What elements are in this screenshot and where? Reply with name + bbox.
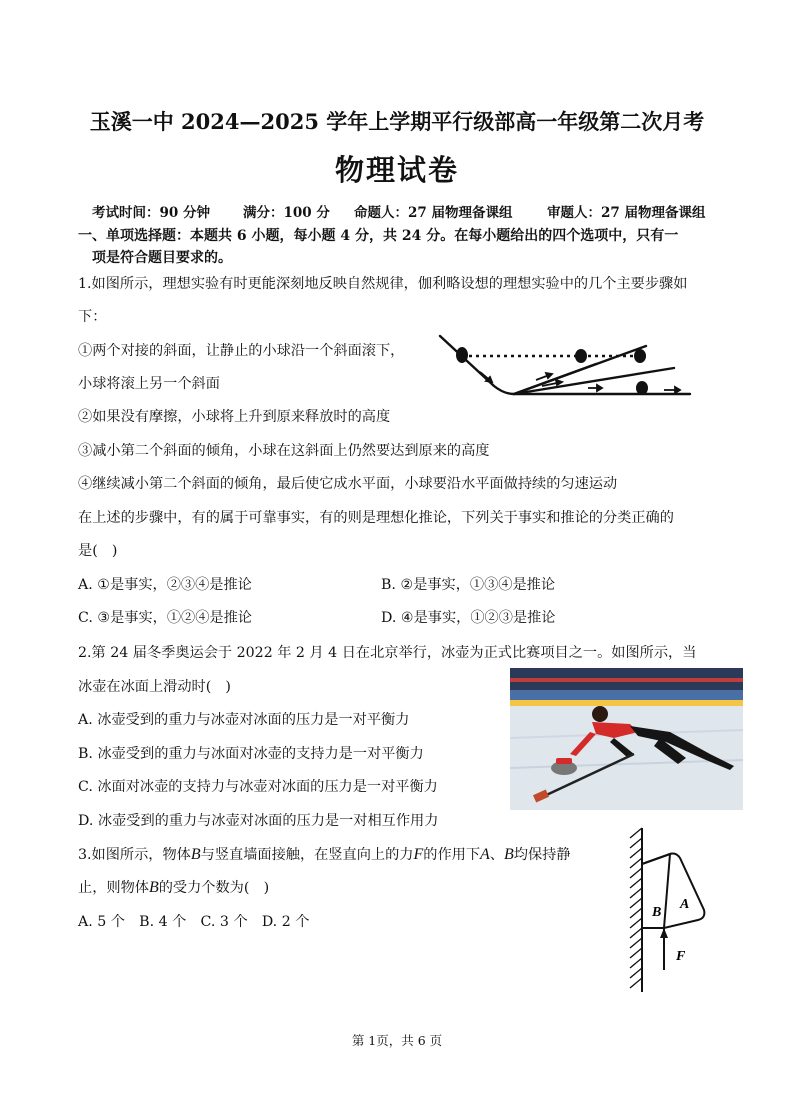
q1-stem-cont: 下： (78, 309, 107, 325)
question-reviewer: 审题人：27 届物理备课组 (547, 205, 706, 221)
q1-option-c: C. ③是事实，①②④是推论 (78, 610, 252, 626)
q1-option-b: B. ②是事实，①③④是推论 (381, 577, 556, 593)
question-author: 命题人：27 届物理备课组 (354, 205, 513, 221)
var-b: B (504, 846, 514, 863)
label-a: A (680, 897, 690, 912)
var-b: B (148, 879, 159, 896)
q1-step-4: ④继续减小第二个斜面的倾角，最后使它成水平面，小球要沿水平面做持续的匀速运动 (78, 476, 618, 492)
curling-photo (510, 668, 743, 810)
q2-stem: 2.第 24 届冬季奥运会于 2022 年 2 月 4 日在北京举行，冰壶为正式比赛项目之一。如图所示，当 (78, 645, 697, 661)
block-wall-figure (622, 824, 706, 996)
exam-subject: 物理试卷 (334, 153, 459, 187)
full-score: 满分：100 分 (243, 205, 330, 221)
var-f: F (413, 846, 424, 863)
q3-options: A. 5 个 B. 4 个 C. 3 个 D. 2 个 (78, 914, 310, 930)
q1-step-3: ③减小第二个斜面的倾角，小球在这斜面上仍然要达到原来的高度 (78, 443, 490, 459)
label-f: F (676, 949, 686, 964)
page-number: 第 1页，共 6 页 (351, 1033, 443, 1048)
q2-option-a: A. 冰壶受到的重力与冰壶对冰面的压力是一对平衡力 (78, 712, 410, 728)
q1-question-cont: 是( ) (78, 543, 118, 559)
exam-time: 考试时间：90 分钟 (92, 205, 210, 221)
q3-stem-cont: 止，则物体B的受力个数为( ) (78, 879, 270, 896)
q1-question: 在上述的步骤中，有的属于可靠事实，有的则是理想化推论，下列关于事实和推论的分类正确的 (78, 510, 674, 526)
q1-step-1: ①两个对接的斜面，让静止的小球沿一个斜面滚下， (78, 343, 405, 359)
section-heading-cont: 项是符合题目要求的。 (92, 250, 232, 266)
q3-stem: 3.如图所示，物体B与竖直墙面接触，在竖直向上的力F的作用下A、B均保持静 (78, 846, 571, 863)
q1-option-a: A. ①是事实，②③④是推论 (78, 577, 252, 593)
inclined-plane-figure (436, 316, 710, 408)
q2-stem-cont: 冰壶在冰面上滑动时( ) (78, 679, 231, 695)
section-heading: 一、单项选择题：本题共 6 小题，每小题 4 分，共 24 分。在每小题给出的四个选项中，只有一 (78, 228, 679, 244)
exam-title: 玉溪一中 2024—2025 学年上学期平行级部高一年级第二次月考 (89, 109, 705, 134)
q2-option-b: B. 冰壶受到的重力与冰面对冰壶的支持力是一对平衡力 (78, 746, 424, 762)
var-a: A (480, 846, 490, 863)
q1-option-d: D. ④是事实，①②③是推论 (381, 610, 556, 626)
q2-option-c: C. 冰面对冰壶的支持力与冰壶对冰面的压力是一对平衡力 (78, 779, 438, 795)
label-b: B (652, 905, 662, 920)
q1-step-2: ②如果没有摩擦，小球将上升到原来释放时的高度 (78, 409, 391, 425)
q1-step-1-cont: 小球将滚上另一个斜面 (78, 376, 220, 392)
q1-stem: 1.如图所示，理想实验有时更能深刻地反映自然规律，伽利略设想的理想实验中的几个主要步骤如 (78, 276, 688, 292)
q2-option-d: D. 冰壶受到的重力与冰壶对冰面的压力是一对相互作用力 (78, 813, 439, 829)
var-b: B (190, 846, 201, 863)
